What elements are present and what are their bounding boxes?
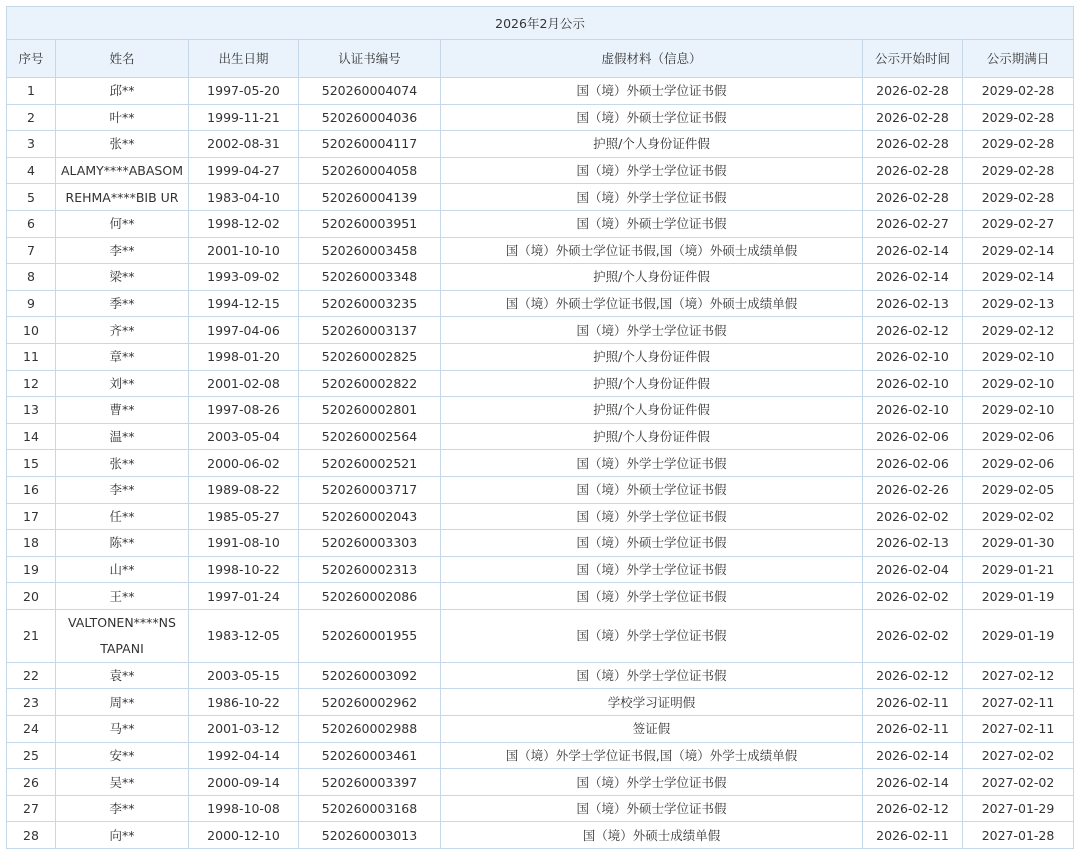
table-row: [7, 237, 1074, 264]
cell-notice-end: 2029-02-06: [963, 450, 1074, 477]
cell-birth-date: 2003-05-15: [189, 662, 299, 689]
table-row: [7, 476, 1074, 503]
table-row: [7, 530, 1074, 557]
cell-certificate-number: 520260003348: [299, 264, 441, 291]
cell-certificate-number: 520260003461: [299, 742, 441, 769]
cell-index: 7: [7, 237, 56, 264]
cell-index: 13: [7, 397, 56, 424]
cell-notice-start: 2026-02-02: [863, 503, 963, 530]
table-row: [7, 78, 1074, 105]
table-row: [7, 397, 1074, 424]
cell-notice-end: 2027-02-12: [963, 662, 1074, 689]
cell-name: 邱**: [56, 78, 189, 105]
cell-false-material: 护照/个人身份证件假: [441, 423, 863, 450]
cell-index: 19: [7, 556, 56, 583]
cell-name: 章**: [56, 343, 189, 370]
cell-index: 2: [7, 104, 56, 131]
cell-birth-date: 1992-04-14: [189, 742, 299, 769]
cell-notice-start: 2026-02-12: [863, 795, 963, 822]
cell-certificate-number: 520260002962: [299, 689, 441, 716]
cell-certificate-number: 520260002564: [299, 423, 441, 450]
cell-false-material: 国（境）外硕士学位证书假: [441, 795, 863, 822]
cell-notice-start: 2026-02-12: [863, 317, 963, 344]
table-body: [7, 78, 1074, 849]
cell-name: 马**: [56, 716, 189, 743]
table-row: [7, 343, 1074, 370]
cell-notice-start: 2026-02-28: [863, 131, 963, 158]
cell-notice-start: 2026-02-11: [863, 716, 963, 743]
cell-index: 16: [7, 476, 56, 503]
column-header-index: 序号: [7, 40, 56, 78]
cell-certificate-number: 520260004058: [299, 157, 441, 184]
table-row: [7, 317, 1074, 344]
cell-birth-date: 2000-09-14: [189, 769, 299, 796]
cell-index: 15: [7, 450, 56, 477]
cell-birth-date: 1993-09-02: [189, 264, 299, 291]
cell-certificate-number: 520260002086: [299, 583, 441, 610]
table-row: [7, 583, 1074, 610]
cell-notice-start: 2026-02-12: [863, 662, 963, 689]
cell-false-material: 国（境）外学士学位证书假: [441, 157, 863, 184]
cell-birth-date: 2000-06-02: [189, 450, 299, 477]
cell-false-material: 国（境）外学士学位证书假: [441, 317, 863, 344]
cell-name: 任**: [56, 503, 189, 530]
cell-notice-start: 2026-02-02: [863, 583, 963, 610]
cell-notice-start: 2026-02-06: [863, 423, 963, 450]
cell-name: 李**: [56, 237, 189, 264]
column-header-birth-date: 出生日期: [189, 40, 299, 78]
table-row: [7, 822, 1074, 849]
cell-notice-end: 2029-02-06: [963, 423, 1074, 450]
table-row: [7, 795, 1074, 822]
table-row: [7, 716, 1074, 743]
cell-false-material: 护照/个人身份证件假: [441, 397, 863, 424]
cell-index: 5: [7, 184, 56, 211]
cell-index: 11: [7, 343, 56, 370]
table-row: [7, 662, 1074, 689]
cell-certificate-number: 520260003303: [299, 530, 441, 557]
cell-false-material: 国（境）外硕士学位证书假: [441, 476, 863, 503]
table-header-row: [7, 40, 1074, 78]
table-title: 2026年2月公示: [7, 7, 1074, 40]
cell-index: 10: [7, 317, 56, 344]
cell-index: 17: [7, 503, 56, 530]
cell-false-material: 国（境）外学士学位证书假: [441, 556, 863, 583]
cell-notice-start: 2026-02-10: [863, 370, 963, 397]
cell-name: 梁**: [56, 264, 189, 291]
cell-false-material: 国（境）外硕士学位证书假: [441, 104, 863, 131]
cell-false-material: 学校学习证明假: [441, 689, 863, 716]
cell-certificate-number: 520260004036: [299, 104, 441, 131]
cell-name: 安**: [56, 742, 189, 769]
cell-notice-end: 2029-01-19: [963, 609, 1074, 662]
cell-notice-start: 2026-02-14: [863, 742, 963, 769]
cell-birth-date: 1997-05-20: [189, 78, 299, 105]
cell-notice-start: 2026-02-28: [863, 78, 963, 105]
cell-certificate-number: 520260002521: [299, 450, 441, 477]
cell-name: 陈**: [56, 530, 189, 557]
column-header-false-material: 虚假材料（信息）: [441, 40, 863, 78]
cell-false-material: 国（境）外学士学位证书假: [441, 184, 863, 211]
cell-certificate-number: 520260002801: [299, 397, 441, 424]
cell-certificate-number: 520260003092: [299, 662, 441, 689]
cell-notice-end: 2027-02-02: [963, 742, 1074, 769]
cell-notice-start: 2026-02-27: [863, 210, 963, 237]
cell-name: 何**: [56, 210, 189, 237]
cell-notice-start: 2026-02-06: [863, 450, 963, 477]
cell-birth-date: 1998-10-22: [189, 556, 299, 583]
cell-certificate-number: 520260002313: [299, 556, 441, 583]
notice-table-container: [6, 6, 1073, 849]
cell-certificate-number: 520260003717: [299, 476, 441, 503]
cell-birth-date: 1997-01-24: [189, 583, 299, 610]
cell-notice-start: 2026-02-14: [863, 769, 963, 796]
cell-notice-end: 2029-01-21: [963, 556, 1074, 583]
cell-notice-end: 2029-02-28: [963, 184, 1074, 211]
cell-notice-start: 2026-02-28: [863, 104, 963, 131]
cell-false-material: 国（境）外硕士学位证书假: [441, 78, 863, 105]
cell-false-material: 护照/个人身份证件假: [441, 131, 863, 158]
cell-notice-start: 2026-02-13: [863, 290, 963, 317]
cell-notice-end: 2027-01-29: [963, 795, 1074, 822]
cell-false-material: 国（境）外硕士学位证书假,国（境）外硕士成绩单假: [441, 290, 863, 317]
cell-notice-end: 2027-01-28: [963, 822, 1074, 849]
table-row: [7, 769, 1074, 796]
table-row: [7, 131, 1074, 158]
cell-birth-date: 2003-05-04: [189, 423, 299, 450]
cell-false-material: 护照/个人身份证件假: [441, 264, 863, 291]
cell-notice-start: 2026-02-11: [863, 822, 963, 849]
cell-birth-date: 1999-11-21: [189, 104, 299, 131]
table-row: [7, 450, 1074, 477]
cell-false-material: 国（境）外学士学位证书假: [441, 609, 863, 662]
cell-certificate-number: 520260003013: [299, 822, 441, 849]
cell-false-material: 国（境）外硕士成绩单假: [441, 822, 863, 849]
cell-notice-end: 2029-02-05: [963, 476, 1074, 503]
cell-index: 8: [7, 264, 56, 291]
cell-notice-start: 2026-02-26: [863, 476, 963, 503]
cell-certificate-number: 520260003235: [299, 290, 441, 317]
cell-notice-end: 2029-02-27: [963, 210, 1074, 237]
cell-name: 张**: [56, 450, 189, 477]
cell-notice-start: 2026-02-28: [863, 184, 963, 211]
cell-birth-date: 2000-12-10: [189, 822, 299, 849]
cell-index: 20: [7, 583, 56, 610]
cell-birth-date: 2001-02-08: [189, 370, 299, 397]
cell-birth-date: 1997-08-26: [189, 397, 299, 424]
cell-name: 王**: [56, 583, 189, 610]
cell-notice-end: 2029-02-28: [963, 157, 1074, 184]
cell-birth-date: 2002-08-31: [189, 131, 299, 158]
cell-index: 14: [7, 423, 56, 450]
cell-notice-end: 2029-01-19: [963, 583, 1074, 610]
cell-birth-date: 1989-08-22: [189, 476, 299, 503]
cell-name: 季**: [56, 290, 189, 317]
cell-notice-end: 2029-02-10: [963, 397, 1074, 424]
cell-false-material: 国（境）外学士学位证书假: [441, 503, 863, 530]
cell-notice-start: 2026-02-02: [863, 609, 963, 662]
cell-index: 24: [7, 716, 56, 743]
cell-index: 27: [7, 795, 56, 822]
cell-index: 21: [7, 609, 56, 662]
cell-certificate-number: 520260002043: [299, 503, 441, 530]
cell-certificate-number: 520260003137: [299, 317, 441, 344]
cell-name: 向**: [56, 822, 189, 849]
cell-birth-date: 1986-10-22: [189, 689, 299, 716]
cell-birth-date: 1998-01-20: [189, 343, 299, 370]
cell-name: 叶**: [56, 104, 189, 131]
column-header-notice-start: 公示开始时间: [863, 40, 963, 78]
cell-notice-start: 2026-02-11: [863, 689, 963, 716]
table-row: [7, 742, 1074, 769]
cell-birth-date: 2001-10-10: [189, 237, 299, 264]
cell-certificate-number: 520260003168: [299, 795, 441, 822]
notice-table: [6, 6, 1074, 849]
cell-notice-end: 2029-02-28: [963, 104, 1074, 131]
cell-notice-end: 2029-02-14: [963, 237, 1074, 264]
cell-name: 张**: [56, 131, 189, 158]
cell-birth-date: 1998-12-02: [189, 210, 299, 237]
table-row: [7, 264, 1074, 291]
cell-notice-end: 2027-02-11: [963, 716, 1074, 743]
cell-notice-end: 2029-02-14: [963, 264, 1074, 291]
cell-name: VALTONEN****NS TAPANI: [56, 609, 189, 662]
cell-notice-end: 2029-02-13: [963, 290, 1074, 317]
cell-name: 刘**: [56, 370, 189, 397]
cell-certificate-number: 520260002822: [299, 370, 441, 397]
cell-birth-date: 1983-04-10: [189, 184, 299, 211]
table-row: [7, 210, 1074, 237]
cell-name: 吴**: [56, 769, 189, 796]
table-row: [7, 423, 1074, 450]
table-row: [7, 184, 1074, 211]
cell-name: 李**: [56, 476, 189, 503]
cell-birth-date: 2001-03-12: [189, 716, 299, 743]
table-row: [7, 370, 1074, 397]
table-row: [7, 609, 1074, 662]
cell-false-material: 签证假: [441, 716, 863, 743]
cell-name: ALAMY****ABASOM: [56, 157, 189, 184]
cell-notice-start: 2026-02-04: [863, 556, 963, 583]
cell-false-material: 护照/个人身份证件假: [441, 343, 863, 370]
cell-certificate-number: 520260003397: [299, 769, 441, 796]
cell-name: 山**: [56, 556, 189, 583]
cell-false-material: 国（境）外学士学位证书假,国（境）外学士成绩单假: [441, 742, 863, 769]
cell-notice-end: 2029-02-12: [963, 317, 1074, 344]
cell-index: 18: [7, 530, 56, 557]
cell-name: 周**: [56, 689, 189, 716]
cell-notice-end: 2027-02-02: [963, 769, 1074, 796]
cell-name: 曹**: [56, 397, 189, 424]
cell-false-material: 护照/个人身份证件假: [441, 370, 863, 397]
cell-index: 25: [7, 742, 56, 769]
cell-birth-date: 1985-05-27: [189, 503, 299, 530]
cell-index: 6: [7, 210, 56, 237]
table-title-row: [7, 7, 1074, 40]
cell-notice-end: 2029-02-28: [963, 131, 1074, 158]
cell-index: 4: [7, 157, 56, 184]
cell-name: 袁**: [56, 662, 189, 689]
column-header-notice-end: 公示期满日: [963, 40, 1074, 78]
cell-false-material: 国（境）外硕士学位证书假: [441, 210, 863, 237]
cell-certificate-number: 520260004117: [299, 131, 441, 158]
cell-name: 李**: [56, 795, 189, 822]
cell-notice-end: 2027-02-11: [963, 689, 1074, 716]
cell-certificate-number: 520260002988: [299, 716, 441, 743]
cell-notice-end: 2029-01-30: [963, 530, 1074, 557]
cell-certificate-number: 520260003458: [299, 237, 441, 264]
cell-name: REHMA****BIB UR: [56, 184, 189, 211]
cell-notice-start: 2026-02-28: [863, 157, 963, 184]
cell-notice-end: 2029-02-10: [963, 343, 1074, 370]
cell-false-material: 国（境）外学士学位证书假: [441, 450, 863, 477]
cell-certificate-number: 520260004139: [299, 184, 441, 211]
cell-false-material: 国（境）外硕士学位证书假: [441, 530, 863, 557]
table-row: [7, 556, 1074, 583]
cell-notice-start: 2026-02-10: [863, 397, 963, 424]
cell-name: 齐**: [56, 317, 189, 344]
table-row: [7, 503, 1074, 530]
cell-certificate-number: 520260002825: [299, 343, 441, 370]
cell-index: 26: [7, 769, 56, 796]
cell-notice-start: 2026-02-10: [863, 343, 963, 370]
cell-false-material: 国（境）外硕士学位证书假,国（境）外硕士成绩单假: [441, 237, 863, 264]
cell-certificate-number: 520260001955: [299, 609, 441, 662]
cell-false-material: 国（境）外学士学位证书假: [441, 662, 863, 689]
cell-certificate-number: 520260003951: [299, 210, 441, 237]
table-row: [7, 104, 1074, 131]
cell-birth-date: 1983-12-05: [189, 609, 299, 662]
cell-notice-start: 2026-02-14: [863, 264, 963, 291]
table-row: [7, 290, 1074, 317]
column-header-certificate-number: 认证书编号: [299, 40, 441, 78]
cell-notice-start: 2026-02-14: [863, 237, 963, 264]
cell-notice-end: 2029-02-02: [963, 503, 1074, 530]
cell-birth-date: 1998-10-08: [189, 795, 299, 822]
cell-index: 23: [7, 689, 56, 716]
cell-notice-end: 2029-02-10: [963, 370, 1074, 397]
table-row: [7, 689, 1074, 716]
cell-index: 9: [7, 290, 56, 317]
column-header-name: 姓名: [56, 40, 189, 78]
table-row: [7, 157, 1074, 184]
cell-index: 3: [7, 131, 56, 158]
cell-false-material: 国（境）外学士学位证书假: [441, 583, 863, 610]
cell-birth-date: 1999-04-27: [189, 157, 299, 184]
cell-birth-date: 1997-04-06: [189, 317, 299, 344]
cell-notice-start: 2026-02-13: [863, 530, 963, 557]
cell-index: 28: [7, 822, 56, 849]
cell-index: 1: [7, 78, 56, 105]
cell-birth-date: 1991-08-10: [189, 530, 299, 557]
cell-birth-date: 1994-12-15: [189, 290, 299, 317]
cell-notice-end: 2029-02-28: [963, 78, 1074, 105]
cell-name: 温**: [56, 423, 189, 450]
cell-index: 22: [7, 662, 56, 689]
cell-index: 12: [7, 370, 56, 397]
cell-certificate-number: 520260004074: [299, 78, 441, 105]
cell-false-material: 国（境）外学士学位证书假: [441, 769, 863, 796]
